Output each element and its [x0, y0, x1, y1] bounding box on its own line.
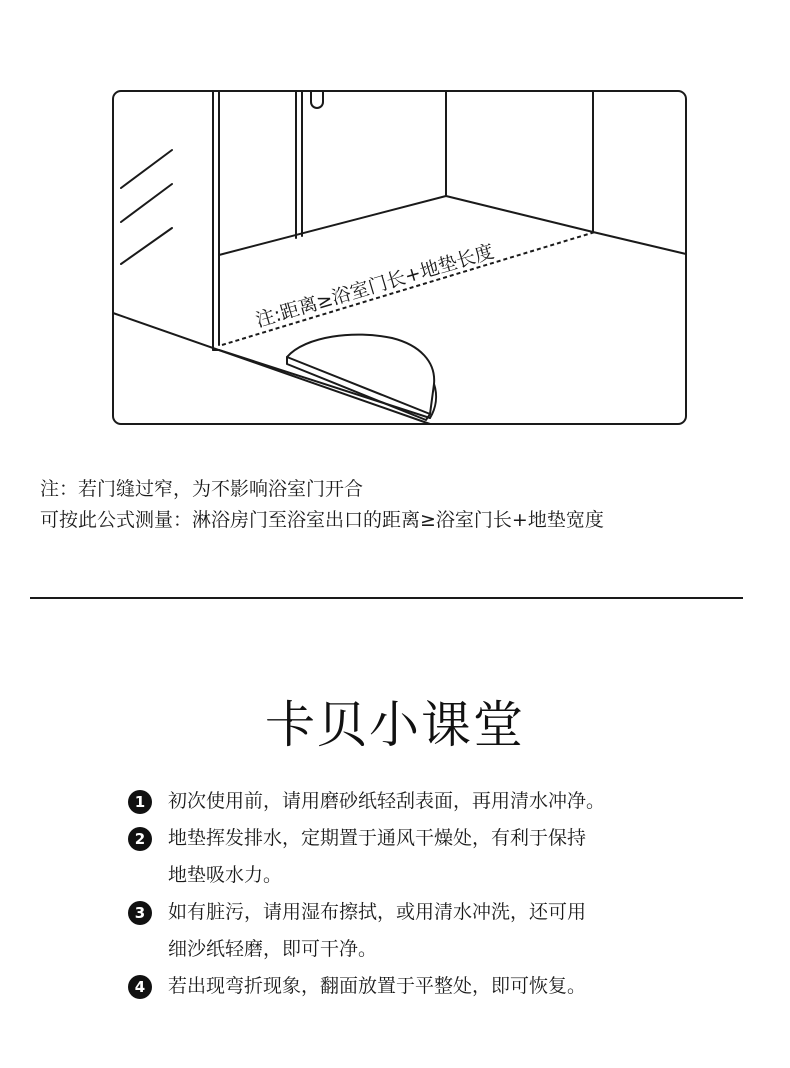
tip-text: 细沙纸轻磨，即可干净。: [168, 938, 378, 960]
tip-text: 若出现弯折现象，翻面放置于平整处，即可恢复。: [168, 975, 587, 997]
tip-text: 地垫吸水力。: [168, 864, 283, 886]
tip-item-2: [128, 820, 728, 894]
tip-item-3: [128, 894, 728, 968]
measurement-note: [40, 474, 770, 536]
number-1-icon: 1: [128, 790, 152, 814]
section-divider: [30, 597, 743, 599]
section-title: 卡贝小课堂: [265, 696, 525, 754]
tip-text: 初次使用前，请用磨砂纸轻刮表面，再用清水冲净。: [168, 790, 606, 812]
number-4-icon: 4: [128, 975, 152, 999]
bath-mat-shape: [287, 335, 434, 414]
tip-item-4: [128, 968, 728, 1005]
tip-item-1: [128, 783, 728, 820]
tips-list: [128, 783, 728, 1005]
number-2-icon: 2: [128, 827, 152, 851]
door-handle-icon: [311, 91, 323, 108]
number-3-icon: 3: [128, 901, 152, 925]
dimension-label: 注:距离≥浴室门长+地垫长度: [253, 240, 497, 332]
tip-text: 如有脏污，请用湿布擦拭，或用清水冲洗，还可用: [168, 901, 587, 923]
dimension-line: [222, 232, 595, 345]
bathroom-illustration: [0, 0, 790, 440]
note-line-2: 可按此公式测量：淋浴房门至浴室出口的距离≥浴室门长+地垫宽度: [40, 509, 604, 531]
note-line-1: 注：若门缝过窄，为不影响浴室门开合: [40, 478, 364, 500]
tip-text: 地垫挥发排水，定期置于通风干燥处，有利于保持: [168, 827, 587, 849]
